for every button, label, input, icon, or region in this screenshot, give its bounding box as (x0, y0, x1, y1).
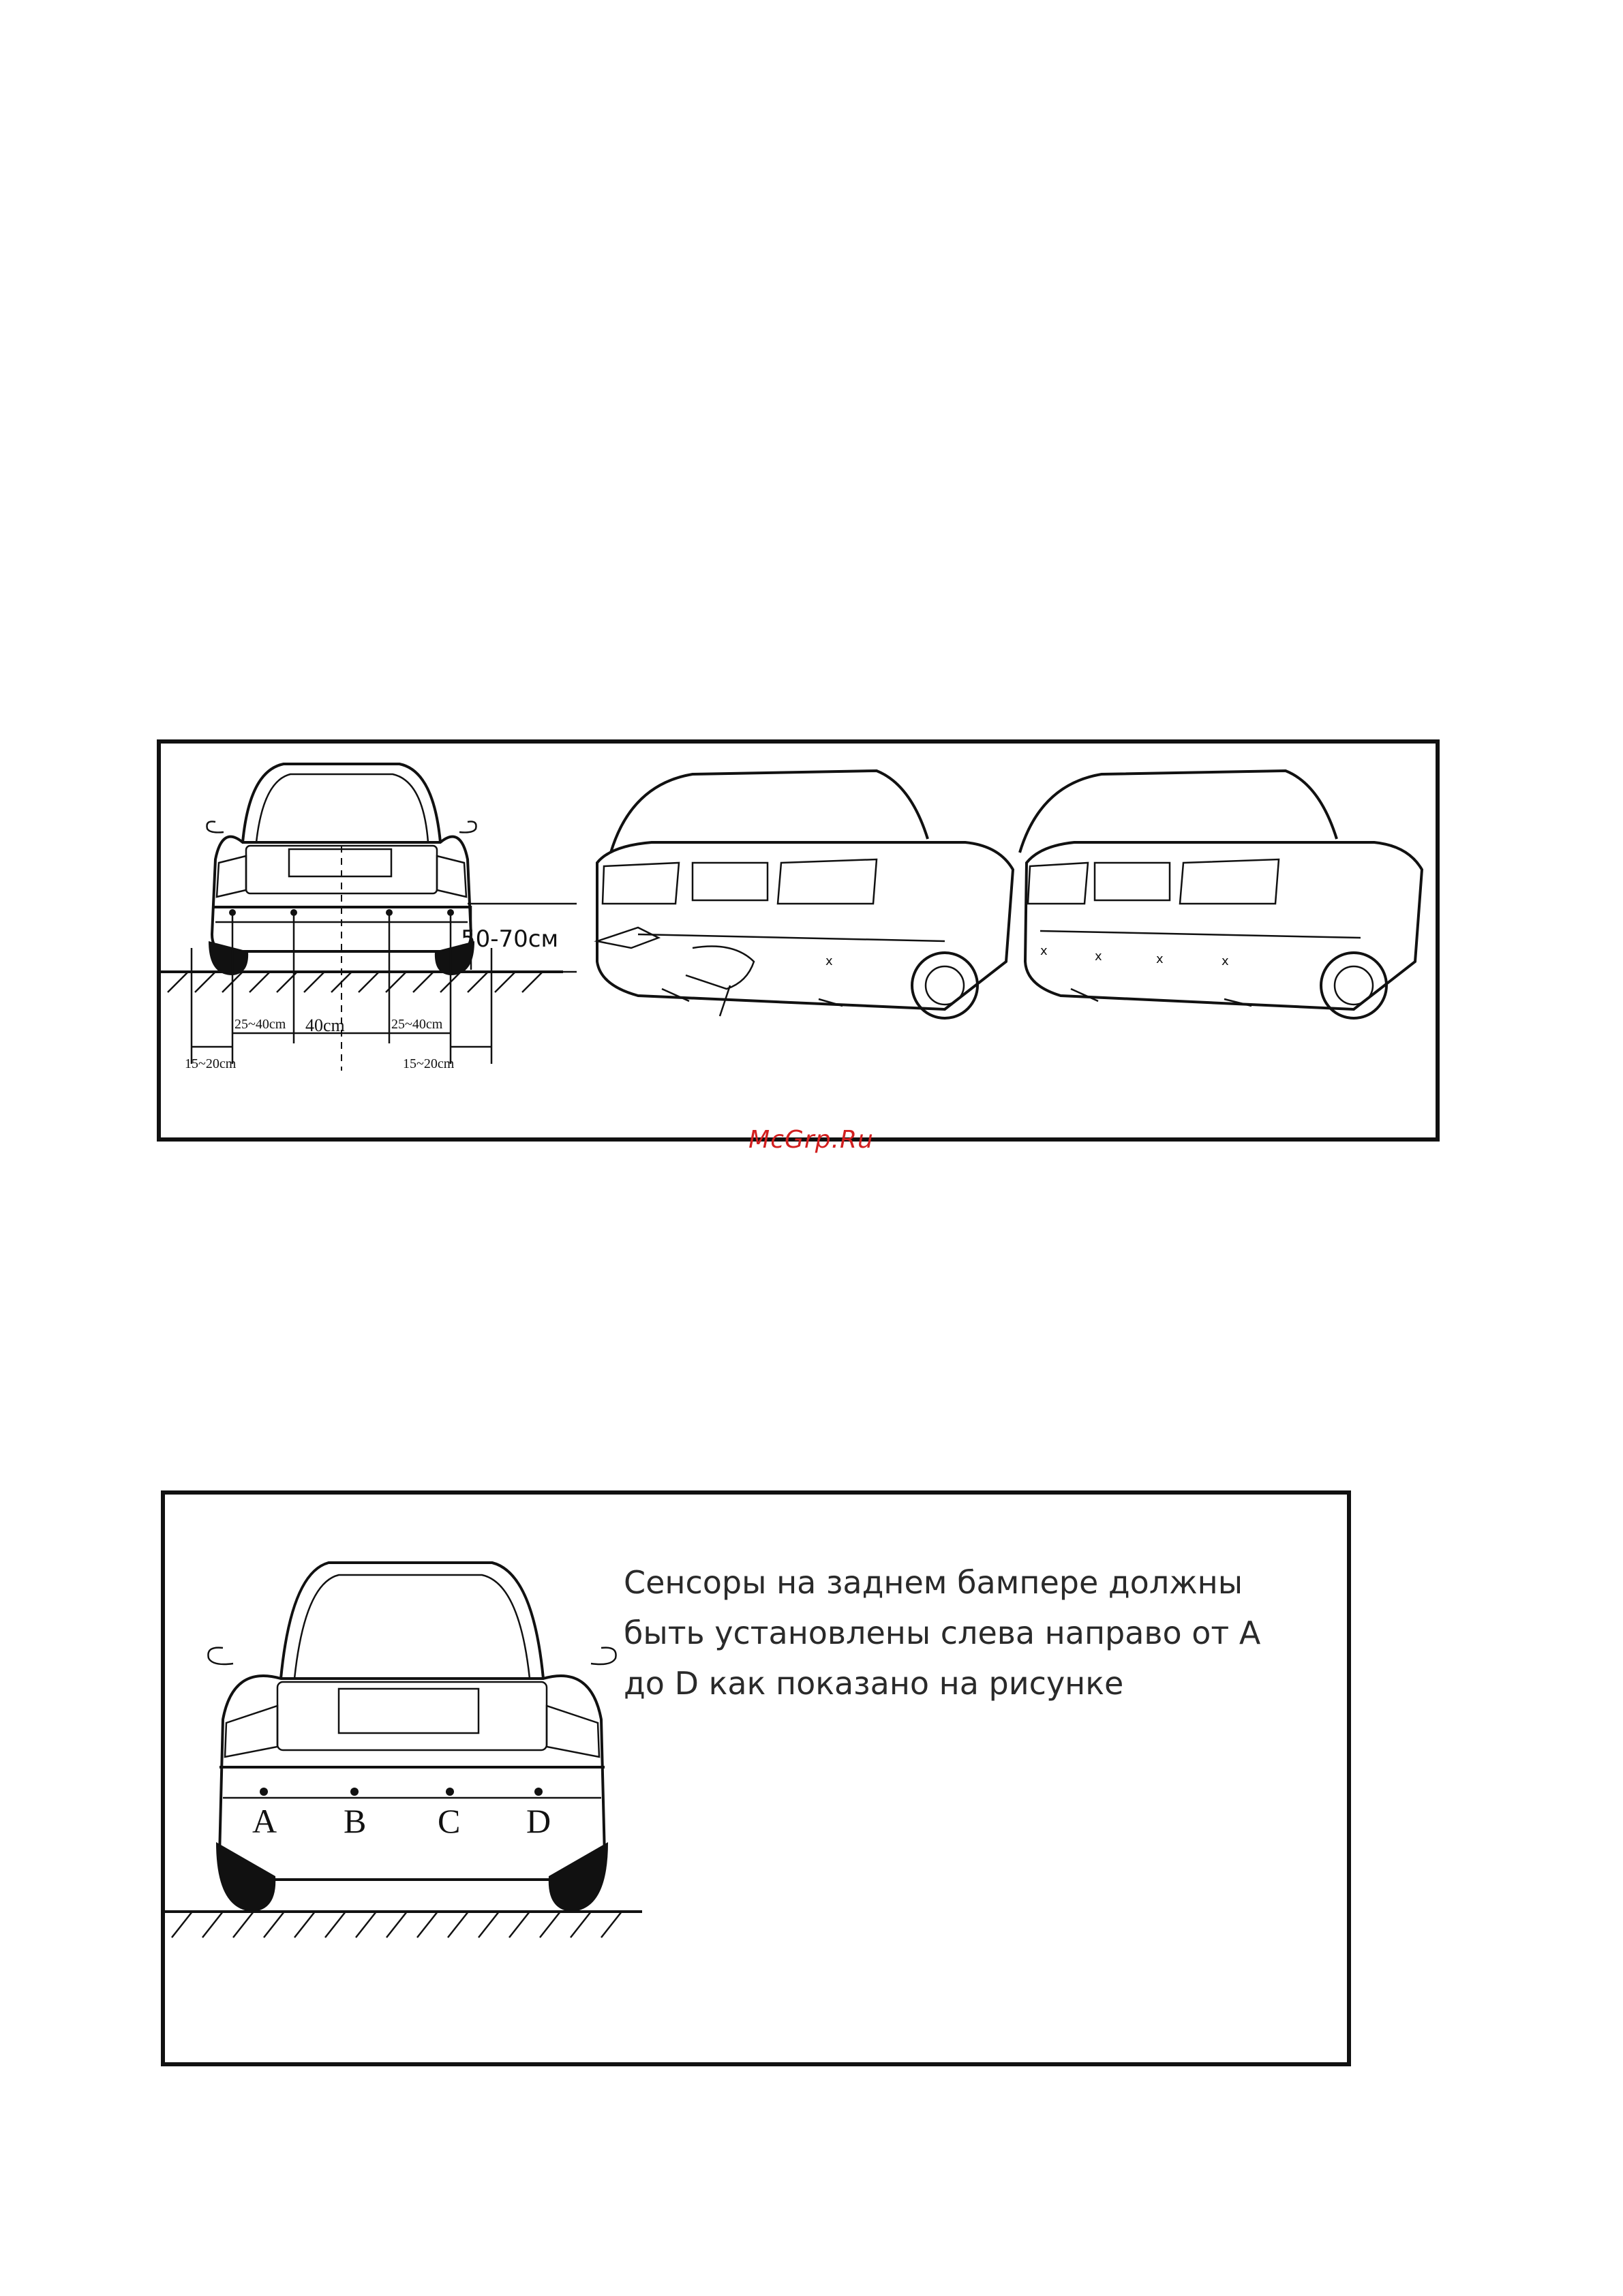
drilling-view-car (597, 771, 1013, 1018)
sensor-label-c: C (438, 1802, 461, 1840)
svg-text:x: x (1222, 954, 1229, 968)
caption-line-3: до D как показано на рисунке (624, 1665, 1124, 1702)
center-spacing-label: 40cm (305, 1015, 345, 1035)
caption-line-1: Сенсоры на заднем бампере должны (624, 1564, 1243, 1601)
sensor-label-d: D (526, 1802, 551, 1840)
height-label: 50-70см (461, 925, 559, 953)
svg-text:x: x (1156, 952, 1164, 966)
edge-spacing-left-label: 15~20cm (185, 1056, 237, 1071)
inner-spacing-right-label: 25~40cm (391, 1017, 443, 1032)
inner-spacing-left-label: 25~40cm (234, 1017, 286, 1032)
svg-text:x: x (1095, 949, 1102, 964)
rear-view-car-abcd (165, 1563, 642, 1938)
svg-text:x: x (1040, 944, 1048, 958)
installation-diagram (161, 744, 1444, 1146)
sensor-label-a: A (252, 1802, 277, 1840)
installation-diagram-panel (157, 739, 1440, 1142)
rear-view-car (161, 764, 577, 1071)
svg-text:x: x (825, 954, 833, 968)
edge-spacing-right-label: 15~20cm (403, 1056, 455, 1071)
marked-view-car (1020, 771, 1422, 1018)
sensor-label-b: B (344, 1802, 367, 1840)
caption-line-2: быть установлены слева направо от A (624, 1614, 1261, 1651)
watermark: McGrp.Ru (748, 1126, 874, 1154)
sensor-order-caption (624, 1557, 1333, 1709)
